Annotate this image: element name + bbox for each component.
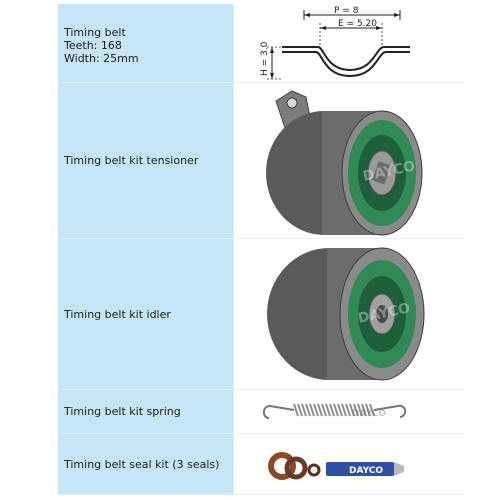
row-spring — [58, 390, 464, 434]
tube-label: DAYCO — [349, 466, 384, 476]
dayco-watermark: DAYCO — [352, 409, 387, 419]
seal-kit-label: Timing belt seal kit (3 seals) — [64, 457, 220, 471]
dayco-watermark: DAYCO — [361, 158, 417, 185]
belt-profile-diagram — [234, 4, 464, 82]
product-spec-table — [58, 4, 464, 495]
label-cell — [58, 4, 234, 82]
label-cell — [58, 390, 234, 433]
tensioner-label: Timing belt kit tensioner — [64, 154, 199, 167]
row-idler — [58, 239, 464, 390]
label-cell — [58, 83, 234, 238]
idler-image — [234, 239, 464, 389]
spring-label: Timing belt kit spring — [64, 405, 181, 418]
row-timing-belt — [58, 4, 464, 83]
belt-teeth: Teeth: 168 — [64, 39, 122, 52]
row-tensioner — [58, 83, 464, 239]
row-seal-kit — [58, 434, 464, 495]
belt-title: Timing belt — [64, 26, 126, 39]
label-cell — [58, 239, 234, 389]
dayco-watermark: DAYCO — [356, 300, 412, 327]
label-cell — [58, 434, 234, 494]
belt-width: Width: 25mm — [64, 52, 139, 65]
dim-p: P = 8 — [334, 6, 359, 16]
seal-kit-image — [234, 434, 464, 494]
tensioner-image — [234, 83, 464, 238]
dim-h: H = 3.0 — [260, 41, 270, 76]
spring-image — [234, 390, 464, 433]
idler-label: Timing belt kit idler — [64, 307, 171, 321]
dim-e: E = 5.20 — [338, 19, 377, 29]
